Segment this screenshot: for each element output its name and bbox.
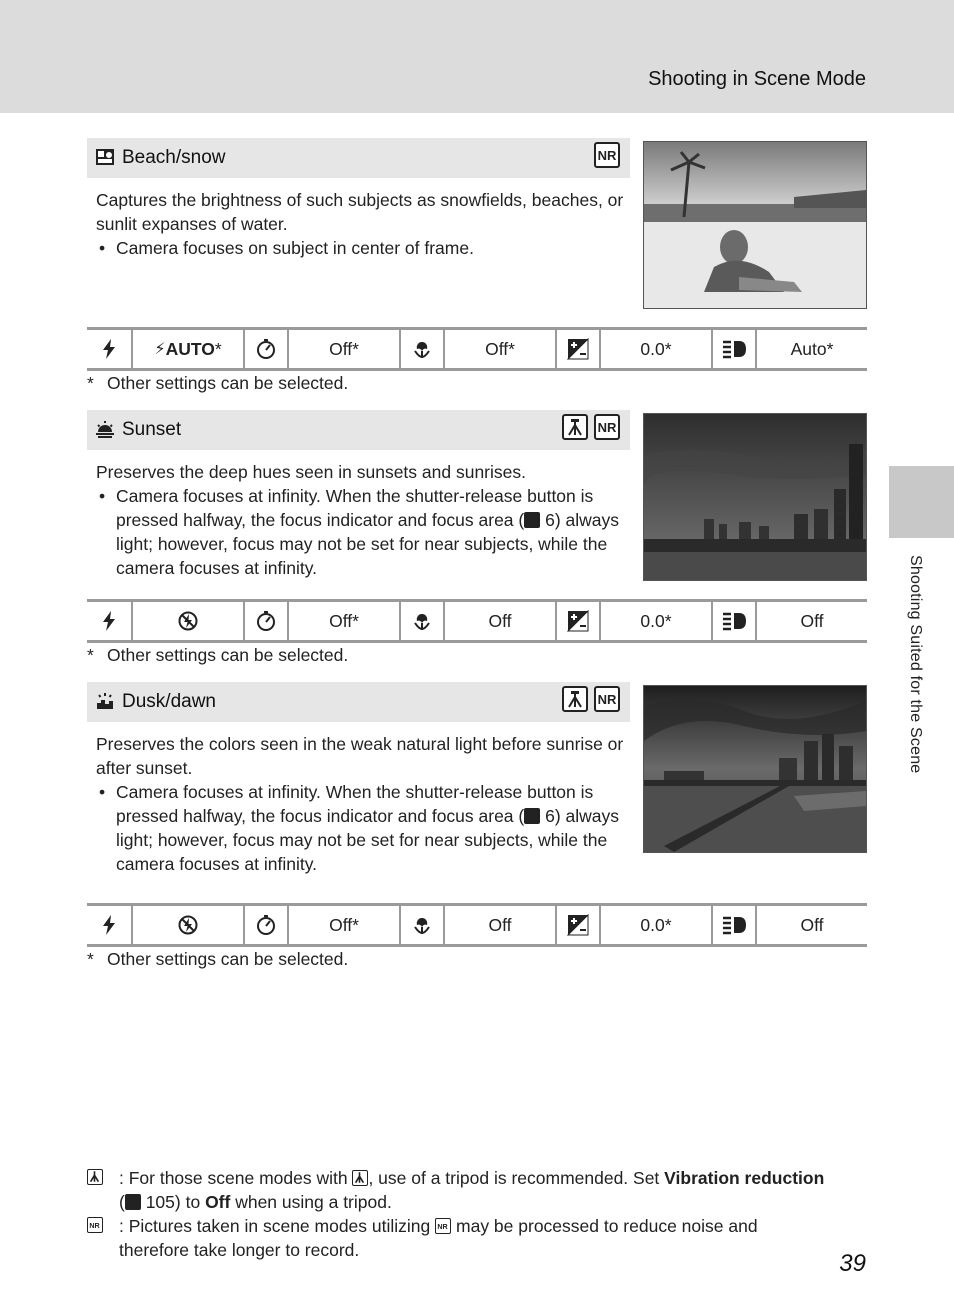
page-reference-icon — [524, 808, 540, 824]
macro-value: Off — [443, 906, 555, 944]
macro-value: Off — [443, 602, 555, 640]
svg-text:NR: NR — [597, 420, 617, 435]
page-header — [0, 0, 954, 113]
section-title: Dusk/dawn — [122, 691, 216, 712]
flash-off-icon — [177, 610, 199, 632]
self-timer-value: Off* — [287, 906, 399, 944]
settings-row — [87, 327, 867, 371]
settings-row — [87, 903, 867, 947]
flash-off-value — [131, 602, 243, 640]
tripod-icon — [562, 414, 588, 440]
tripod-footnote: : For those scene modes with , use of a tripod is recommended. Set Vibration reduction ( 105) to Off when using a tripod. — [87, 1166, 827, 1214]
footnote-other-settings: * Other settings can be selected. — [87, 373, 349, 393]
side-tab-label: Shooting Suited for the Scene — [907, 555, 924, 774]
flash-icon — [87, 330, 131, 368]
section-dusk-dawn — [87, 682, 867, 982]
flash-icon — [87, 602, 131, 640]
focus-assist-value: Off — [755, 906, 867, 944]
exposure-comp-value: 0.0* — [599, 602, 711, 640]
beach-snow-icon — [95, 147, 115, 167]
svg-text:NR: NR — [437, 1222, 448, 1231]
flash-off-value — [131, 906, 243, 944]
section-header — [87, 410, 630, 450]
noise-reduction-icon — [594, 414, 620, 440]
exposure-comp-icon — [555, 602, 599, 640]
macro-icon — [399, 602, 443, 640]
dusk-photo — [643, 685, 867, 853]
sunset-photo — [643, 413, 867, 581]
beach-photo — [643, 141, 867, 309]
self-timer-value: Off* — [287, 330, 399, 368]
section-beach-snow — [87, 138, 867, 408]
page-number: 39 — [839, 1250, 866, 1277]
footnote-other-settings: * Other settings can be selected. — [87, 645, 349, 665]
svg-text:NR: NR — [597, 692, 617, 707]
section-sunset — [87, 410, 867, 680]
settings-row — [87, 599, 867, 643]
section-header — [87, 138, 630, 178]
bullet-item: • Camera focuses on subject in center of frame. — [96, 236, 626, 260]
macro-icon — [399, 906, 443, 944]
flash-icon — [87, 906, 131, 944]
side-tab — [889, 466, 954, 538]
page-reference-icon — [125, 1194, 141, 1210]
self-timer-value: Off* — [287, 602, 399, 640]
bullet-item: • Camera focuses at infinity. When the shutter-release button is pressed halfway, the focus indicator and focus area ( 6) always light; however, focus may not be set for near subjects, while the camera focuses at infinity. — [96, 484, 626, 580]
section-description: Preserves the colors seen in the weak natural light before sunrise or after sunset. • Camera focuses at infinity. When the shutter-release button is pressed halfway, the focus indicator and focus area ( 6) always light; however, focus may not be set for near subjects, while the camera focuses at infinity. — [96, 732, 626, 876]
exposure-comp-value: 0.0* — [599, 330, 711, 368]
exposure-comp-icon — [555, 330, 599, 368]
footnotes — [87, 1166, 827, 1262]
focus-assist-value: Off — [755, 602, 867, 640]
footnote-other-settings: * Other settings can be selected. — [87, 949, 349, 969]
bullet-item: • Camera focuses at infinity. When the shutter-release button is pressed halfway, the focus indicator and focus area ( 6) always light; however, focus may not be set for near subjects, while the camera focuses at infinity. — [96, 780, 626, 876]
exposure-comp-value: 0.0* — [599, 906, 711, 944]
tripod-icon — [562, 686, 588, 712]
focus-assist-icon — [711, 906, 755, 944]
macro-icon — [399, 330, 443, 368]
tripod-icon — [87, 1169, 103, 1185]
section-description: Preserves the deep hues seen in sunsets and sunrises. • Camera focuses at infinity. When the shutter-release button is pressed halfway, the focus indicator and focus area ( 6) always light; however, focus may not be set for near subjects, while the camera focuses at infinity. — [96, 460, 626, 580]
page-reference-icon — [524, 512, 540, 528]
noise-reduction-icon — [594, 686, 620, 712]
noise-reduction-icon — [435, 1218, 451, 1234]
macro-value: Off* — [443, 330, 555, 368]
tripod-icon — [352, 1170, 368, 1186]
flash-off-icon — [177, 914, 199, 936]
noise-reduction-icon — [87, 1217, 103, 1233]
exposure-comp-icon — [555, 906, 599, 944]
section-title: Beach/snow — [122, 147, 226, 168]
sunset-icon — [95, 419, 115, 439]
svg-text:NR: NR — [89, 1221, 100, 1230]
self-timer-icon — [243, 906, 287, 944]
flash-value: ⚡ AUTO * — [131, 330, 243, 368]
section-title: Sunset — [122, 419, 182, 440]
focus-assist-icon — [711, 602, 755, 640]
self-timer-icon — [243, 602, 287, 640]
section-description: Captures the brightness of such subjects as snowfields, beaches, or sunlit expanses of water. • Camera focuses on subject in center of frame. — [96, 188, 626, 260]
page-title: Shooting in Scene Mode — [648, 68, 866, 90]
focus-assist-icon — [711, 330, 755, 368]
dusk-dawn-icon — [95, 691, 115, 711]
focus-assist-value: Auto* — [755, 330, 867, 368]
noise-reduction-footnote: NR : Pictures taken in scene modes utilizing NR may be processed to reduce noise and therefore take longer to record. — [87, 1214, 827, 1262]
self-timer-icon — [243, 330, 287, 368]
section-header — [87, 682, 630, 722]
noise-reduction-icon — [594, 142, 620, 168]
svg-text:NR: NR — [597, 148, 617, 163]
